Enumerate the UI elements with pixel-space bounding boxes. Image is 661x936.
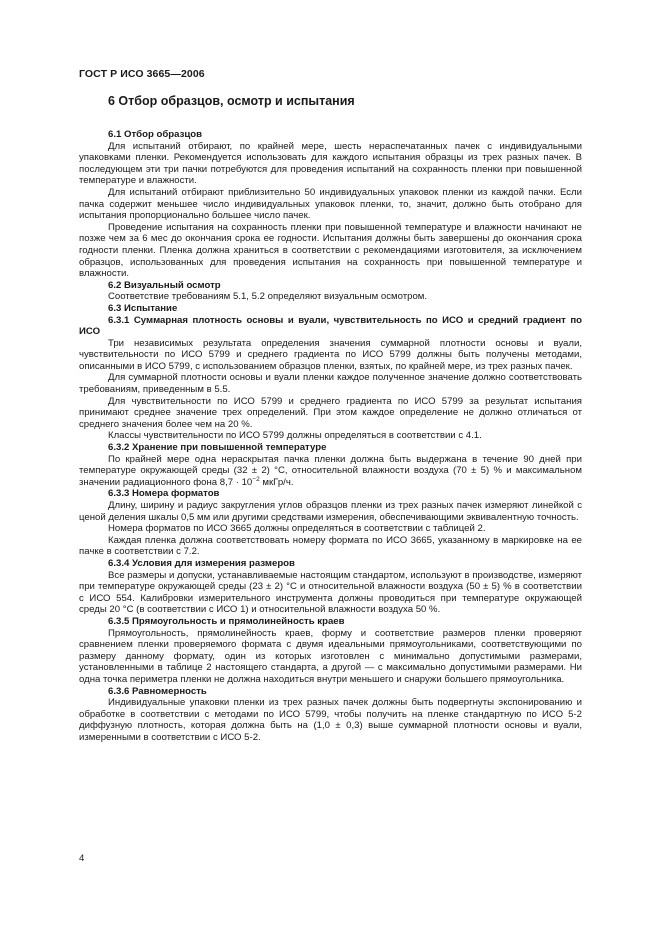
section-title: 6 Отбор образцов, осмотр и испытания [108,94,355,108]
paragraph: Классы чувствительности по ИСО 5799 должны определяться в соответствии с 4.1. [108,430,482,442]
subsection-6-3-3-title: 6.3.3 Номера форматов [108,488,220,500]
paragraph: Для суммарной плотности основы и вуали пленки каждое полученное значение должно соответствовать требованиям, приведенным в 5.5. [79,372,582,396]
paragraph: Индивидуальные упаковки пленки из трех разных пачек должны быть подвергнуты экспонированию и обработке в соответствии с методами по ИСО 5799, чтобы получить на пленке стандартную по ИСО 5-2 диффузную плотность, которая должна быть на (1,0 ± 0,3) выше суммарной плотности основы и вуали, измеренными в соответствии с ИСО 5-2. [79,697,582,743]
paragraph: Для испытаний отбирают, по крайней мере, шесть нераспечатанных пачек с индивидуальными упаковками пленки. Рекомендуется использовать для каждого испытания образцы из трех разных пачек. В последующем эти три пачки потребуются для проведения испытаний на сохранность пленки при повышенной температуре и влажности. [79,140,582,187]
paragraph-text-end: мкГр/ч. [259,476,294,488]
paragraph: Три независимых результата определения значения суммарной плотности основы и вуали, чувствительности по ИСО 5799 и среднего градиента по ИСО 5799 должны быть получены методами, описанными в ИСО 5799, с использованием образцов пленки, взятых, по крайней мере, из трех разных пачек. [79,337,582,372]
paragraph: Длину, ширину и радиус закругления углов образцов пленки из трех разных пачек измеряют линейкой с ценой деления шкалы 0,5 мм или другими средствами измерения, обеспечивающими эквивалентную точность. [79,500,582,523]
paragraph: Все размеры и допуски, устанавливаемые настоящим стандартом, используют в производстве, измеряют при температуре окружающей среды (23 ± 2) °С и относительной влажности воздуха (50 ± 5) % в соответствии с ИСО 554. Калибровки измерительного инструмента должны проводиться при температуре окружающей среды 20 °С (в соответствии с ИСО 1) и относительной влажности воздуха 50 %. [79,569,582,616]
paragraph: Проведение испытания на сохранность пленки при повышенной температуре и влажности начинают не позже чем за 6 мес до окончания срока ее годности. Испытания должны быть завершены до окончания срока годности пленки. Пленка должна храниться в соответствии с рекомендациями изготовителя, за исключением образцов, использованных для проведения испытания на сохранность при повышенной температуре и влажности. [79,221,582,280]
paragraph: Соответствие требованиям 5.1, 5.2 определяют визуальным осмотром. [108,291,428,303]
paragraph: Для испытаний отбирают приблизительно 50 индивидуальных упаковок пленки из каждой пачки. Если пачка содержит меньшее число индивидуальных упаковок пленки, то, значит, должно быть отобрано для испытания пропорционально большее число пачек. [79,186,582,222]
page-content [79,93,582,743]
paragraph: Для чувствительности по ИСО 5799 и среднего градиента по ИСО 5799 за результат испытания принимают среднее значение трех определений. При этом каждое определение не должно отличаться от среднего значения более чем на 20 %. [79,395,582,430]
subsection-6-2-title: 6.2 Визуальный осмотр [108,279,221,291]
paragraph: Номера форматов по ИСО 3665 должны определяться в соответствии с таблицей 2. [108,523,486,535]
exponent: −2 [252,475,260,483]
paragraph-text: По крайней мере одна нераскрытая пачка пленки должна быть выдержана в течение 90 дней при температуре окружающей среды (32 ± 2) °С, относительной влажности воздуха (70 ± 5) % и максимальном значении радиационного фона 8,7 · 10 [79,453,582,488]
subsection-6-3-4-title: 6.3.4 Условия для измерения размеров [108,557,295,569]
subsection-6-1-title: 6.1 Отбор образцов [108,129,202,140]
subsection-6-3-1-title: 6.3.1 Суммарная плотность основы и вуали, чувствительность по ИСО и средний градиент по ИСО [79,314,582,338]
page-number: 4 [79,853,85,864]
subsection-6-3-title: 6.3 Испытание [108,302,178,314]
subsection-6-3-2-title: 6.3.2 Хранение при повышенной температуре [108,442,327,454]
subsection-6-3-5-title: 6.3.5 Прямоугольность и прямолинейность краев [108,615,345,627]
document-header: ГОСТ Р ИСО 3665—2006 [79,68,205,80]
subsection-6-3-6-title: 6.3.6 Равномерность [108,685,207,697]
paragraph [79,454,582,489]
paragraph: Прямоугольность, прямолинейность краев, форму и соответствие размеров пленки проверяют сравнением пленки проверяемого формата с двумя идеальными прямоугольниками, соответствующими по размеру данному формату, один из которых изготовлен с минимально допустимыми размерами, установленными в таблице 2 настоящего стандарта, а другой — с максимально допустимыми размерами. Ни одна точка периметра пленки не должна находиться внутри меньшего и снаружи большего прямоугольника. [79,627,582,685]
paragraph: Каждая пленка должна соответствовать номеру формата по ИСО 3665, указанному в маркировке на ее пачке в соответствии с 7.2. [79,534,582,558]
